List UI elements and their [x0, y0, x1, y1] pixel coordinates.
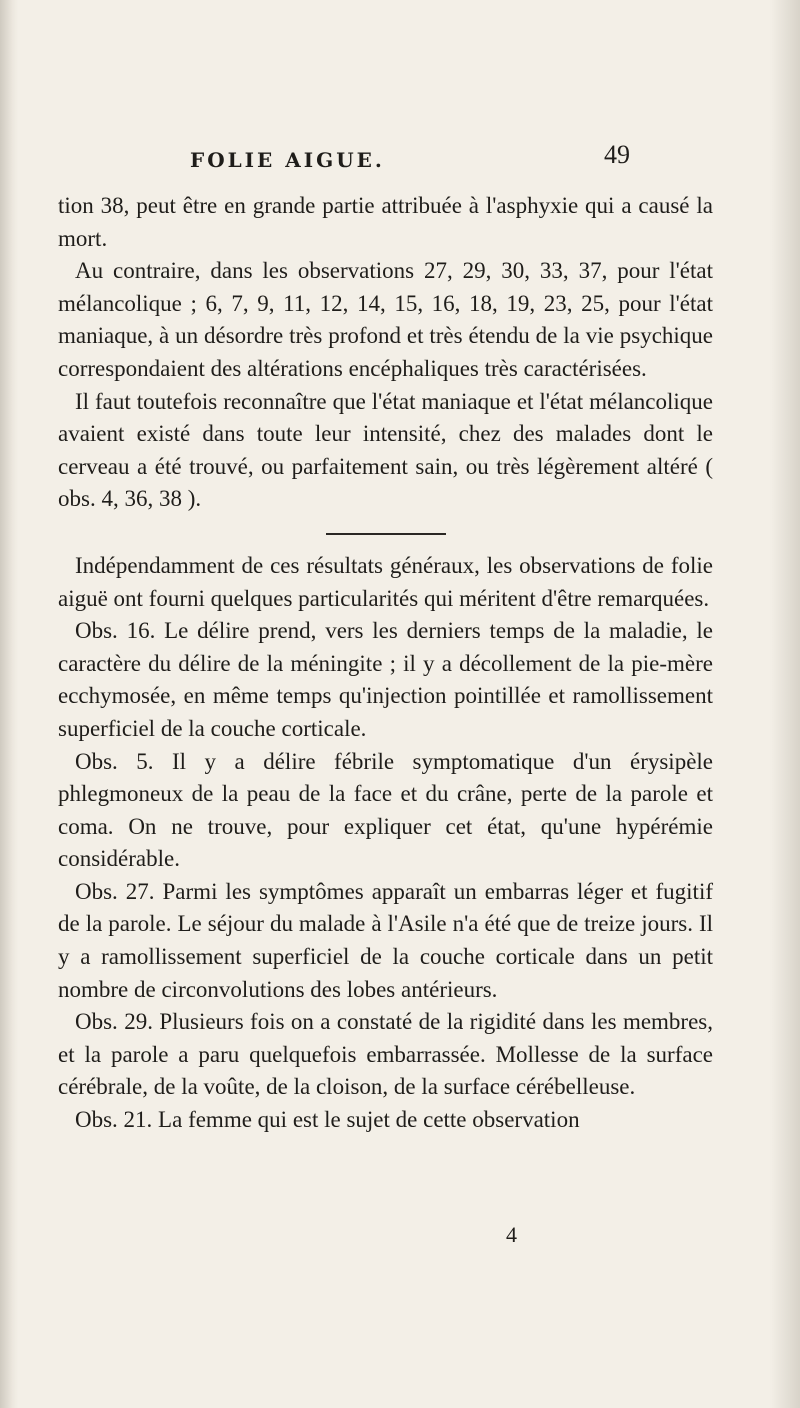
- paragraph: Au contraire, dans les observations 27, 29, 30, 33, 37, pour l'état mélancolique ; 6, 7, 9, 11, 12, 14, 15, 16, 18, 19, 23, 25, pour l'état maniaque, à un désordre très profond et très étendu de la vie psychique correspondaient des altérations encéphaliques très caractérisées.: [58, 258, 713, 381]
- paragraph: Obs. 27. Parmi les symptômes apparaît un embarras léger et fugitif de la parole. Le séjour du malade à l'Asile n'a été que de treize jours. Il y a ramollissement superficiel de la couche corticale dans un petit nombre de circonvolutions des lobes antérieurs.: [58, 878, 713, 1002]
- page-header: [190, 140, 630, 184]
- paragraph: Indépendamment de ces résultats généraux, les observations de folie aiguë ont fourni quelques particularités qui méritent d'être remarquées.: [58, 552, 713, 611]
- running-title: FOLIE AIGUE.: [190, 148, 385, 172]
- paragraph: Obs. 5. Il y a délire fébrile symptomatique d'un érysipèle phlegmoneux de la peau de la face et du crâne, perte de la parole et coma. On ne trouve, pour expliquer cet état, qu'une hypérémie considérable.: [58, 748, 713, 872]
- page-edge-shadow: [770, 0, 800, 1408]
- signature-mark: 4: [506, 1222, 517, 1247]
- paragraph: Il faut toutefois reconnaître que l'état maniaque et l'état mélancolique avaient existé dans toute leur intensité, chez des malades dont le cerveau a été trouvé, ou parfaitement sain, ou très légèrement altéré ( obs. 4, 36, 38 ).: [58, 388, 713, 512]
- section-divider: [326, 533, 446, 535]
- paragraph: Obs. 16. Le délire prend, vers les derniers temps de la maladie, le caractère du délire de la méningite ; il y a décollement de la pie-mère ecchymosée, en même temps qu'injection pointillée et ramollissement superficiel de la couche corticale.: [58, 618, 713, 741]
- paragraph: Obs. 29. Plusieurs fois on a constaté de la rigidité dans les membres, et la parole a paru quelquefois embarrassée. Mollesse de la surface cérébrale, de la voûte, de la cloison, de la surface cérébelleuse.: [58, 1009, 713, 1100]
- body-text: [58, 190, 713, 1137]
- paragraph: Obs. 21. La femme qui est le sujet de cette observation: [75, 1107, 580, 1133]
- page-number: 49: [604, 140, 630, 169]
- page-gutter-shadow: [0, 0, 18, 1408]
- paragraph: tion 38, peut être en grande partie attribuée à l'asphyxie qui a causé la mort.: [58, 193, 713, 251]
